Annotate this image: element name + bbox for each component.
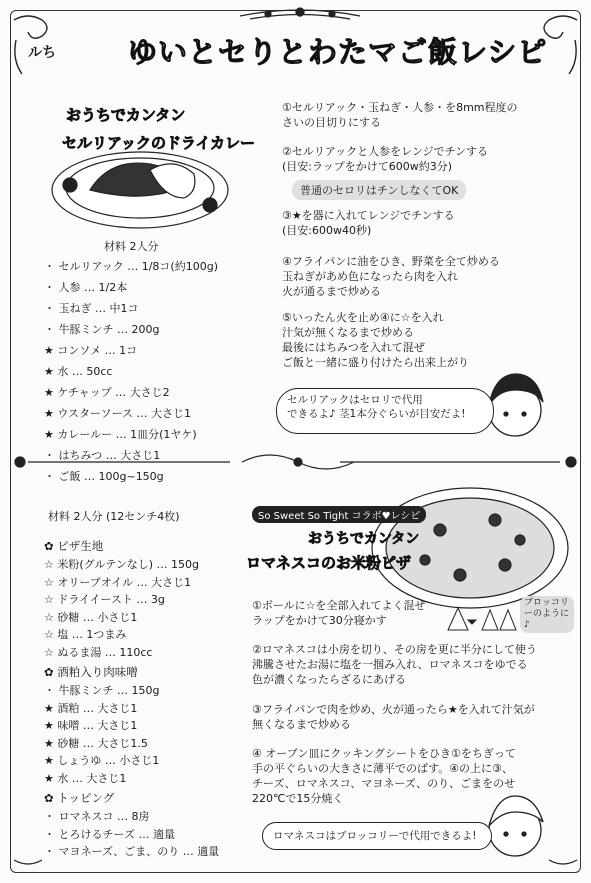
bullet-icon: ★ <box>44 701 58 715</box>
bullet-icon: ★ <box>44 407 58 420</box>
miso-section-title: ✿ 酒粕入り肉味噌 <box>44 665 138 679</box>
step-line: 汁気が無くなるまで炒める <box>282 326 414 339</box>
ingredient-text: 水 … 50cc <box>57 365 113 378</box>
ingredient-item <box>44 298 218 319</box>
bubble-line-2: できるよ♪ 茎1本分ぐらいが目安だよ! <box>287 408 466 420</box>
bullet-icon: ・ <box>44 302 59 315</box>
ingredient-item <box>44 626 199 644</box>
step-line: ②ロマネスコは小房を切り、その房を更に半分にして使う <box>252 643 537 656</box>
step-line: (目安:ラップをかけて600w約3分) <box>282 160 453 173</box>
ingredient-text: 塩 … 1つまみ <box>57 628 127 641</box>
ingredient-item <box>44 591 199 609</box>
bullet-icon: ★ <box>44 428 58 441</box>
bullet-icon: ★ <box>44 344 58 357</box>
ingredient-text: ドライイースト … 3g <box>57 593 165 606</box>
recipe2-servings: 材料 2人分 (12センチ4枚) <box>48 510 180 523</box>
ingredient-item <box>44 609 199 627</box>
bullet-icon: ★ <box>44 386 58 399</box>
recipe1-step-4 <box>282 254 500 299</box>
ingredient-text: 人参 … 1/2本 <box>58 281 128 294</box>
step-line: 玉ねぎがあめ色になったら肉を入れ <box>282 270 458 283</box>
ingredient-text: 砂糖 … 小さじ1 <box>57 610 138 624</box>
ingredient-text: とろけるチーズ … 適量 <box>58 827 175 841</box>
miso-ingredients <box>44 682 159 787</box>
bullet-icon: ・ <box>44 827 59 841</box>
ingredient-item <box>44 770 159 788</box>
bullet-icon: ☆ <box>44 645 58 659</box>
recipe1-name: セルリアックのドライカレー <box>62 134 256 152</box>
ingredient-item <box>44 752 159 770</box>
step-line: ③★を器に入れてレンジでチンする <box>282 209 455 222</box>
romanesco-icons <box>448 608 516 630</box>
bullet-icon: ・ <box>44 810 59 823</box>
bullet-icon: ★ <box>44 754 58 767</box>
ingredient-text: マヨネーズ、ごま、のり … 適量 <box>58 845 220 858</box>
top-ornament <box>240 8 360 19</box>
bullet-icon: ・ <box>44 281 59 294</box>
step-line: ②セルリアックと人参をレンジでチンする <box>282 145 488 158</box>
bullet-icon: ・ <box>44 449 59 462</box>
step-line: チーズ、ロマネスコ、マヨネーズ、のり、ごまをのせ <box>252 777 516 790</box>
ingredient-item <box>44 574 199 592</box>
corner-swirl-right <box>544 16 577 74</box>
dough-ingredients <box>44 556 199 661</box>
step-line: 220℃で15分焼く <box>252 792 344 805</box>
ingredient-text: ぬるま湯 … 110cc <box>57 645 153 659</box>
recipe1-step-2 <box>282 144 488 174</box>
recipe2-speech-bubble: ロマネスコはブロッコリーで代用できるよ! <box>262 822 492 850</box>
step-line: 火が通るまで炒める <box>282 285 381 298</box>
ingredient-item <box>44 466 218 487</box>
ingredient-item <box>44 556 199 574</box>
step-line: ④フライパンに油をひき、野菜を全て炒める <box>282 255 500 268</box>
step-line: ③フライパンで肉を炒め、火が通ったら★を入れて汁気が <box>252 703 535 716</box>
topping-title: トッピング <box>57 791 115 805</box>
dough-section-title: ✿ ピザ生地 <box>44 539 104 553</box>
step-line: ④ オーブン皿にクッキングシートをひき①をちぎって <box>252 747 516 760</box>
recipe1-step-3 <box>282 208 455 238</box>
step-line: 無くなるまで炒める <box>252 718 351 731</box>
recipe1-tag: おうちでカンタン <box>66 106 186 124</box>
ingredient-text: 砂糖 … 大さじ1.5 <box>57 736 148 750</box>
ingredient-text: オリーブオイル … 大さじ1 <box>57 575 192 589</box>
page-title: ゆいとセりとわたマご飯レシピ <box>128 35 548 69</box>
recipe1-step-1 <box>282 100 518 130</box>
bullet-icon: ★ <box>44 736 58 750</box>
recipe2-tag: おうちでカンタン <box>308 531 420 547</box>
recipe2-step-2 <box>252 642 537 687</box>
bullet-icon: ・ <box>44 260 59 273</box>
ingredient-text: 玉ねぎ … 中1コ <box>58 302 139 315</box>
topping-ingredients <box>44 808 219 861</box>
bullet-icon: ☆ <box>44 593 58 606</box>
ingredient-item <box>44 700 159 718</box>
ingredient-text: 味噌 … 大さじ1 <box>57 719 138 732</box>
ingredient-item <box>44 382 218 403</box>
ingredient-item <box>44 717 159 735</box>
step-line: (目安:600w40秒) <box>282 224 372 237</box>
bullet-icon: ★ <box>44 719 58 732</box>
bullet-icon: ・ <box>44 470 59 483</box>
ingredient-text: しょうゆ … 小さじ1 <box>57 754 160 767</box>
ingredient-item <box>44 340 218 361</box>
bottom-ornament <box>14 860 577 864</box>
ingredient-item <box>44 843 219 861</box>
step-line: 色が濃くなったらざるにあげる <box>252 673 406 686</box>
dough-title: ピザ生地 <box>57 539 104 553</box>
recipe1-ingredients <box>44 256 218 487</box>
curry-plate-illustration <box>52 152 228 228</box>
step-line: ラップをかけて30分寝かす <box>252 614 387 627</box>
ingredient-text: 米粉(グルテンなし) … 150g <box>57 558 200 571</box>
ingredient-item <box>44 424 218 445</box>
bullet-icon: ☆ <box>44 610 58 624</box>
recipe1-step-5 <box>282 310 469 370</box>
bullet-icon: ☆ <box>44 558 58 571</box>
step-line: さいの目切りにする <box>282 116 381 129</box>
step-line: 手の平ぐらいの大きさに薄平でのばす。④の上に③、 <box>252 762 513 775</box>
ingredient-item <box>44 735 159 753</box>
broccoli-note: ブロッコリーのように♪ <box>520 596 574 633</box>
bullet-icon: ★ <box>44 771 58 785</box>
step-line: ①セルリアック・玉ねぎ・人参・を8mm程度の <box>282 101 518 114</box>
recipe2-name: ロマネスコのお米粉ピザ <box>246 554 412 572</box>
step-line: 最後にはちみつを入れて混ぜ <box>282 341 425 354</box>
ingredient-text: ケチャップ … 大さじ2 <box>57 386 170 399</box>
topping-section-title: ✿ トッピング <box>44 791 115 805</box>
boy-face-top <box>489 374 543 436</box>
ingredient-text: ご飯 … 100g~150g <box>58 470 164 483</box>
step-line: ご飯と一緒に盛り付けたら出来上がり <box>282 356 469 369</box>
ingredient-text: 牛豚ミンチ … 200g <box>58 323 160 336</box>
ingredient-item <box>44 361 218 382</box>
ingredient-text: 酒粕 … 大さじ1 <box>57 701 138 715</box>
recipe1-note: 普通のセロリはチンしなくてOK <box>292 180 466 200</box>
recipe1-speech-bubble <box>276 388 494 434</box>
ingredient-item <box>44 826 219 844</box>
ingredient-text: 牛豚ミンチ … 150g <box>58 684 160 697</box>
bubble-line-1: セルリアックはセロリで代用 <box>287 394 423 406</box>
bullet-icon: ・ <box>44 845 59 858</box>
ingredient-text: 水 … 大さじ1 <box>57 771 127 785</box>
ingredient-text: はちみつ … 大さじ1 <box>58 449 161 462</box>
ingredient-text: セルリアック … 1/8コ(約100g) <box>58 260 218 273</box>
bullet-icon: ☆ <box>44 628 58 641</box>
recipe2-step-3 <box>252 702 535 732</box>
bullet-icon: ☆ <box>44 575 58 589</box>
ingredient-item <box>44 256 218 277</box>
recipe1-servings: 材料 2人分 <box>104 240 159 253</box>
collab-label: So Sweet So Tight コラボ♥レシピ <box>252 506 426 523</box>
ingredient-item <box>44 808 219 826</box>
ingredient-item <box>44 644 199 662</box>
ingredient-text: ウスターソース … 大さじ1 <box>57 407 192 420</box>
miso-title: 酒粕入り肉味噌 <box>57 665 138 679</box>
ingredient-text: コンソメ … 1コ <box>57 344 138 357</box>
ingredient-item <box>44 445 218 466</box>
bullet-icon: ・ <box>44 684 59 697</box>
step-line: ⑤いったん火を止め④に☆を入れ <box>282 311 444 324</box>
step-line: ①ボールに☆を全部入れてよく混ぜ <box>252 599 426 612</box>
bullet-icon: ・ <box>44 323 59 336</box>
bullet-icon: ★ <box>44 365 58 378</box>
ingredient-item <box>44 403 218 424</box>
recipe2-step-1 <box>252 598 426 628</box>
step-line: 沸騰させたお湯に塩を一掴み入れ、ロマネスコをゆでる <box>252 658 528 671</box>
ingredient-item <box>44 319 218 340</box>
brand-logo: ルち <box>28 45 56 61</box>
ingredient-text: カレールー … 1皿分(1ヤケ) <box>57 428 197 441</box>
ingredient-item <box>44 682 159 700</box>
ingredient-item <box>44 277 218 298</box>
recipe2-step-4 <box>252 746 516 806</box>
ingredient-text: ロマネスコ … 8房 <box>58 810 150 823</box>
